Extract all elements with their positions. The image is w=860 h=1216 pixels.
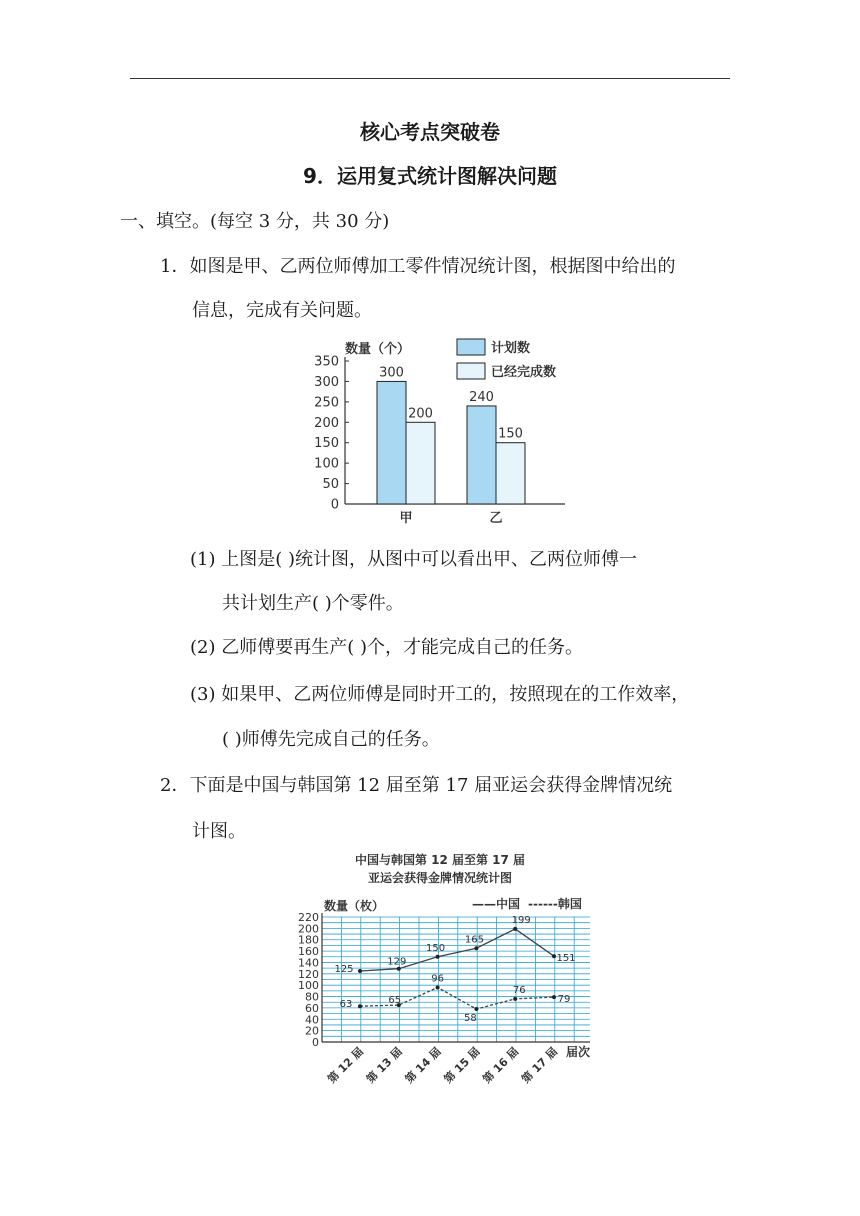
y-axis-label: 数量（个）	[345, 342, 411, 357]
bar-value-label: 150	[498, 426, 523, 442]
y-tick-label: 300	[314, 374, 339, 390]
page-subtitle: 9．运用复式统计图解决问题	[303, 164, 557, 188]
line-chart	[290, 850, 610, 1095]
q2-intro-line1: 2．下面是中国与韩国第 12 届至第 17 届亚运会获得金牌情况统	[160, 775, 673, 796]
legend-label: 已经完成数	[491, 365, 557, 380]
y-tick-label: 150	[314, 436, 339, 452]
data-value-label: 76	[512, 984, 526, 996]
y-tick-label: 350	[314, 354, 339, 370]
y-tick-label: 250	[314, 395, 339, 411]
y-tick-label: 0	[330, 497, 339, 513]
y-tick-label: 120	[298, 967, 319, 981]
data-value-label: 79	[557, 994, 571, 1006]
y-axis-label: 数量（枚）	[324, 899, 385, 913]
q1-intro-line2: 信息，完成有关问题。	[192, 300, 372, 321]
q1-sub1-line1: (1) 上图是( )统计图，从图中可以看出甲、乙两位师傅一	[190, 549, 637, 570]
data-value-label: 65	[388, 995, 402, 1007]
header-rule	[130, 78, 730, 79]
q2-intro-line2: 计图。	[192, 821, 246, 842]
x-category-label: 第 16 届	[480, 1044, 522, 1086]
bar-value-label: 300	[379, 365, 404, 381]
legend-swatch	[457, 363, 485, 379]
x-category-label: 第 13 届	[363, 1044, 405, 1086]
data-point	[358, 969, 362, 973]
data-point	[552, 954, 556, 958]
bar	[406, 422, 435, 504]
data-point	[513, 997, 517, 1001]
y-tick-label: 140	[298, 956, 319, 970]
data-value-label: 151	[556, 953, 576, 965]
bar	[377, 381, 406, 504]
bar-chart	[300, 333, 590, 528]
data-point	[552, 995, 556, 999]
bar-value-label: 200	[408, 406, 433, 422]
chart-title-line2: 亚运会获得金牌情况统计图	[367, 871, 513, 885]
x-category-label: 第 15 届	[441, 1044, 483, 1086]
data-point	[513, 927, 517, 931]
legend-korea: ------韩国	[528, 897, 582, 911]
y-tick-label: 0	[312, 1036, 319, 1049]
data-value-label: 63	[339, 999, 353, 1011]
y-tick-label: 100	[314, 456, 339, 472]
x-category-label: 第 12 届	[325, 1044, 367, 1086]
y-tick-label: 20	[305, 1024, 319, 1038]
x-category-label: 甲	[399, 511, 413, 526]
y-tick-label: 200	[298, 922, 319, 936]
data-value-label: 96	[431, 973, 444, 985]
y-tick-label: 80	[305, 990, 319, 1004]
y-tick-label: 180	[298, 933, 319, 947]
data-point	[474, 1007, 478, 1011]
bar-value-label: 240	[469, 389, 494, 405]
x-axis-label: 届次	[566, 1045, 591, 1059]
section-heading: 一、填空。(每空 3 分，共 30 分)	[120, 211, 390, 232]
q1-sub3-line1: (3) 如果甲、乙两位师傅是同时开工的，按照现在的工作效率，	[190, 684, 690, 705]
data-value-label: 150	[426, 942, 446, 954]
q1-intro-line1: 1．如图是甲、乙两位师傅加工零件情况统计图，根据图中给出的	[160, 256, 676, 277]
data-value-label: 199	[511, 914, 531, 926]
q1-sub2: (2) 乙师傅要再生产( )个，才能完成自己的任务。	[190, 637, 583, 658]
y-tick-label: 40	[305, 1013, 319, 1027]
bar	[496, 443, 525, 504]
data-value-label: 129	[387, 956, 407, 968]
y-tick-label: 60	[305, 1001, 319, 1015]
chart-title-line1: 中国与韩国第 12 届至第 17 届	[354, 853, 526, 867]
data-point	[436, 985, 440, 989]
y-tick-label: 220	[298, 911, 319, 924]
data-point	[474, 946, 478, 950]
legend-label: 计划数	[491, 341, 531, 356]
x-category-label: 第 17 届	[519, 1044, 561, 1086]
x-category-label: 第 14 届	[402, 1044, 444, 1086]
bar	[467, 406, 496, 504]
data-value-label: 125	[334, 963, 354, 975]
q1-sub1-line2: 共计划生产( )个零件。	[222, 593, 404, 614]
y-tick-label: 100	[298, 979, 319, 993]
q1-sub3-line2: ( )师傅先完成自己的任务。	[222, 729, 440, 750]
data-value-label: 58	[464, 1013, 477, 1025]
y-tick-label: 160	[298, 945, 319, 959]
legend-china: ——中国	[472, 897, 521, 911]
y-tick-label: 50	[322, 477, 339, 493]
x-category-label: 乙	[489, 511, 503, 526]
data-point	[358, 1004, 362, 1008]
data-point	[436, 955, 440, 959]
y-tick-label: 200	[314, 415, 339, 431]
legend-swatch	[457, 339, 485, 355]
page-title: 核心考点突破卷	[360, 120, 500, 144]
data-value-label: 165	[464, 934, 484, 946]
